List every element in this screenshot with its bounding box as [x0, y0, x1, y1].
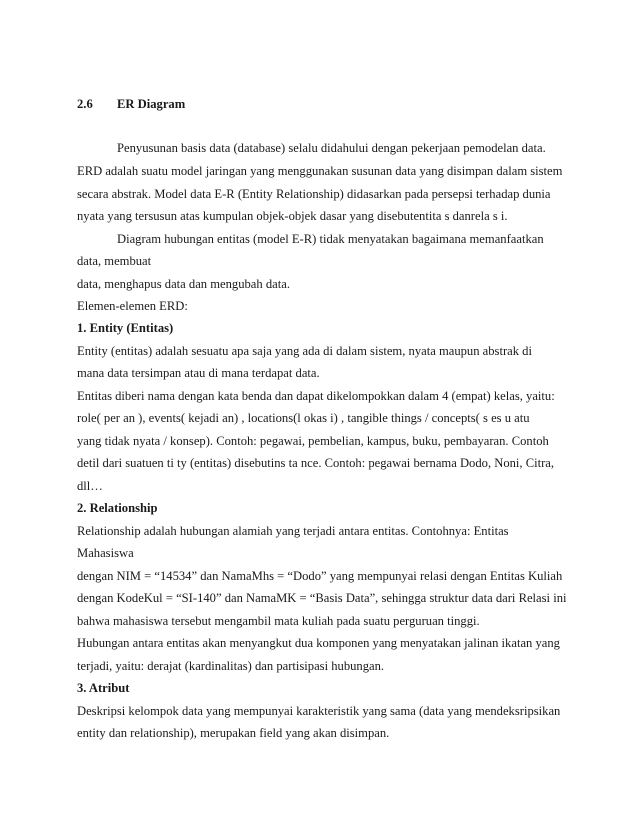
paragraph-line: Entity (entitas) adalah sesuatu apa saja yang ada di dalam sistem, nyata maupun abstrak di: [77, 344, 532, 358]
paragraph-line: nyata yang tersusun atas kumpulan objek-objek dasar yang disebutentita s danrela s i.: [77, 209, 508, 223]
paragraph-line: Elemen-elemen ERD:: [77, 299, 188, 313]
subheading-relationship: 2. Relationship: [77, 501, 158, 515]
paragraph-line: role( per an ), events( kejadi an) , locations(l okas i) , tangible things / concepts( s es u atu: [77, 411, 530, 425]
paragraph-line: Hubungan antara entitas akan menyangkut dua komponen yang menyatakan jalinan ikatan yang: [77, 636, 560, 650]
paragraph-line: entity dan relationship), merupakan field yang akan disimpan.: [77, 726, 390, 740]
paragraph-line: Penyusunan basis data (database) selalu didahului dengan pekerjaan pemodelan data.: [117, 141, 546, 155]
paragraph-line: dll…: [77, 479, 103, 493]
paragraph-line: yang tidak nyata / konsep). Contoh: pegawai, pembelian, kampus, buku, pembayaran. Contoh: [77, 434, 549, 448]
section-title: ER Diagram: [117, 97, 186, 111]
paragraph-line: bahwa mahasiswa tersebut mengambil mata kuliah pada suatu perguruan tinggi.: [77, 614, 480, 628]
paragraph-line: detil dari suatuen ti ty (entitas) disebutins ta nce. Contoh: pegawai bernama Dodo, Noni, Citra,: [77, 456, 555, 470]
section-number: 2.6: [77, 97, 93, 111]
subheading-atribut: 3. Atribut: [77, 681, 130, 695]
paragraph-line: Entitas diberi nama dengan kata benda dan dapat dikelompokkan dalam 4 (empat) kelas, yaitu:: [77, 389, 555, 403]
paragraph-line: secara abstrak. Model data E-R (Entity Relationship) didasarkan pada persepsi terhadap dunia: [77, 187, 551, 201]
subheading-entity: 1. Entity (Entitas): [77, 321, 174, 335]
paragraph-line: Deskripsi kelompok data yang mempunyai karakteristik yang sama (data yang mendeksripsikan: [77, 704, 561, 718]
paragraph-line: mana data tersimpan atau di mana terdapat data.: [77, 366, 320, 380]
paragraph-line: Relationship adalah hubungan alamiah yang terjadi antara entitas. Contohnya: Entitas: [77, 524, 509, 538]
paragraph-line: data, menghapus data dan mengubah data.: [77, 277, 290, 291]
paragraph-line: Diagram hubungan entitas (model E-R) tidak menyatakan bagaimana memanfaatkan: [117, 232, 544, 246]
paragraph-line: data, membuat: [77, 254, 152, 268]
paragraph-line: Mahasiswa: [77, 546, 134, 560]
paragraph-line: dengan KodeKul = “SI-140” dan NamaMK = “Basis Data”, sehingga struktur data dari Relasi ini: [77, 591, 567, 605]
paragraph-line: terjadi, yaitu: derajat (kardinalitas) dan partisipasi hubungan.: [77, 659, 385, 673]
paragraph-line: dengan NIM = “14534” dan NamaMhs = “Dodo” yang mempunyai relasi dengan Entitas Kuliah: [77, 569, 563, 583]
paragraph-line: ERD adalah suatu model jaringan yang menggunakan susunan data yang disimpan dalam sistem: [77, 164, 563, 178]
